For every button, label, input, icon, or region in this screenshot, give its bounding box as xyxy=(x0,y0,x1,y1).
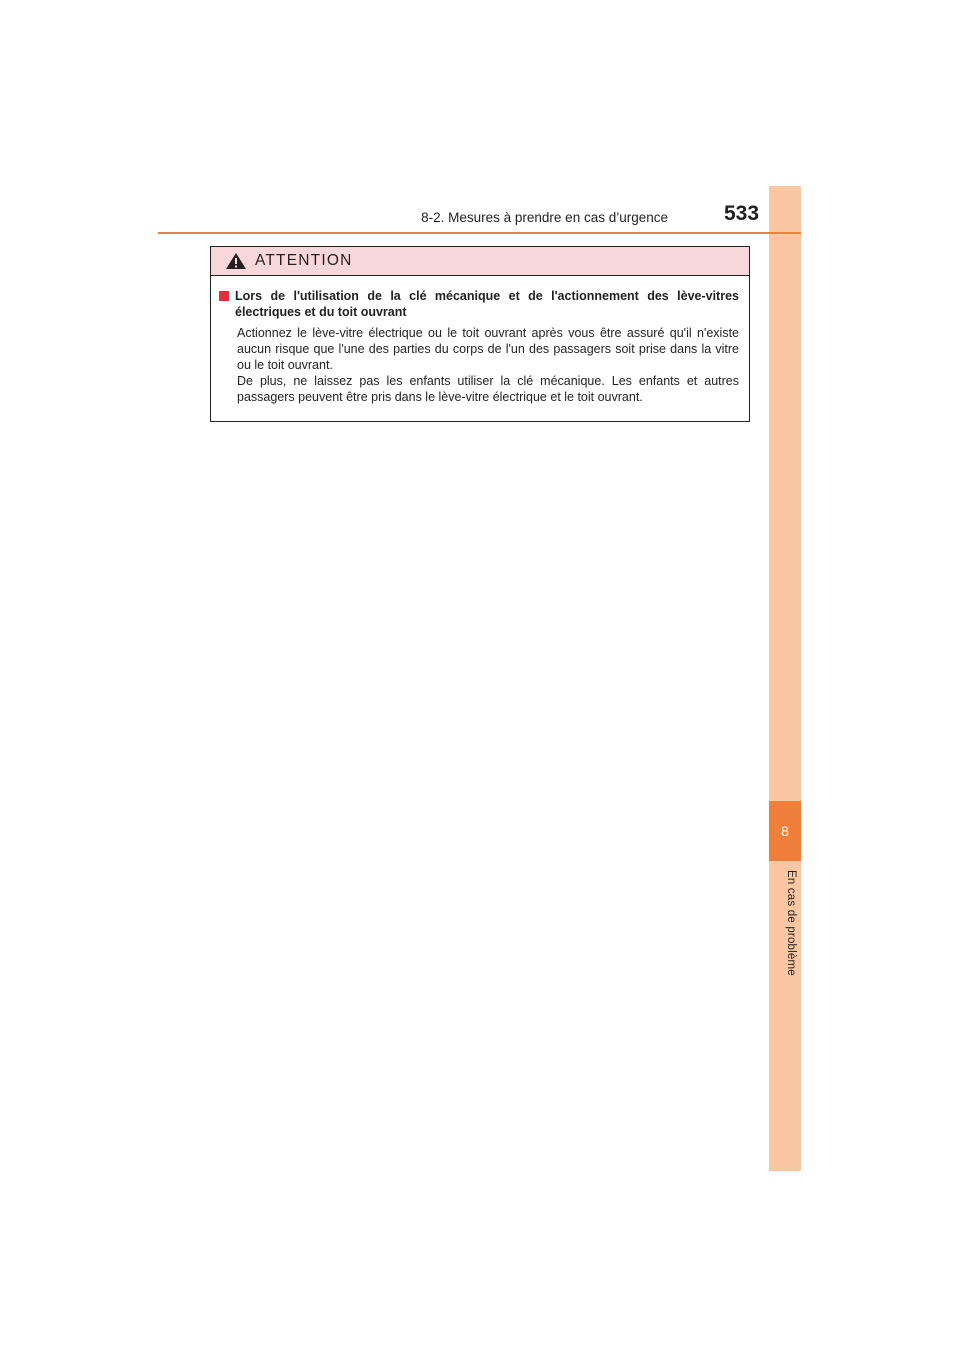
side-strip xyxy=(769,186,801,1171)
caution-paragraph: De plus, ne laissez pas les enfants utiliser la clé mécanique. Les enfants et autres passagers peuvent être pris dans le lève-vitre électrique et le toit ouvrant. xyxy=(237,374,739,404)
section-heading: 8-2. Mesures à prendre en cas d’urgence xyxy=(421,210,668,225)
caution-title: ATTENTION xyxy=(255,252,353,269)
header-rule xyxy=(158,232,801,234)
caution-header xyxy=(211,247,749,276)
square-bullet-icon xyxy=(219,291,229,301)
warning-triangle-icon xyxy=(225,252,247,270)
caution-paragraph: Actionnez le lève-vitre électrique ou le toit ouvrant après vous être assuré qu'il n'existe aucun risque que l'une des parties du corps de l'un des passagers soit prise dans la vitre ou le toit ouvrant. xyxy=(237,326,739,372)
caution-item-text xyxy=(237,325,739,405)
chapter-tab xyxy=(769,801,801,861)
caution-box xyxy=(210,246,750,422)
page-number: 533 xyxy=(724,202,760,225)
chapter-title: En cas de problème xyxy=(785,870,797,976)
chapter-number: 8 xyxy=(781,823,789,839)
caution-item-title: Lors de l'utilisation de la clé mécanique et de l'actionnement des lève-vitres électriques et du toit ouvrant xyxy=(235,289,739,319)
caution-body xyxy=(211,276,749,405)
caution-item xyxy=(219,288,739,320)
